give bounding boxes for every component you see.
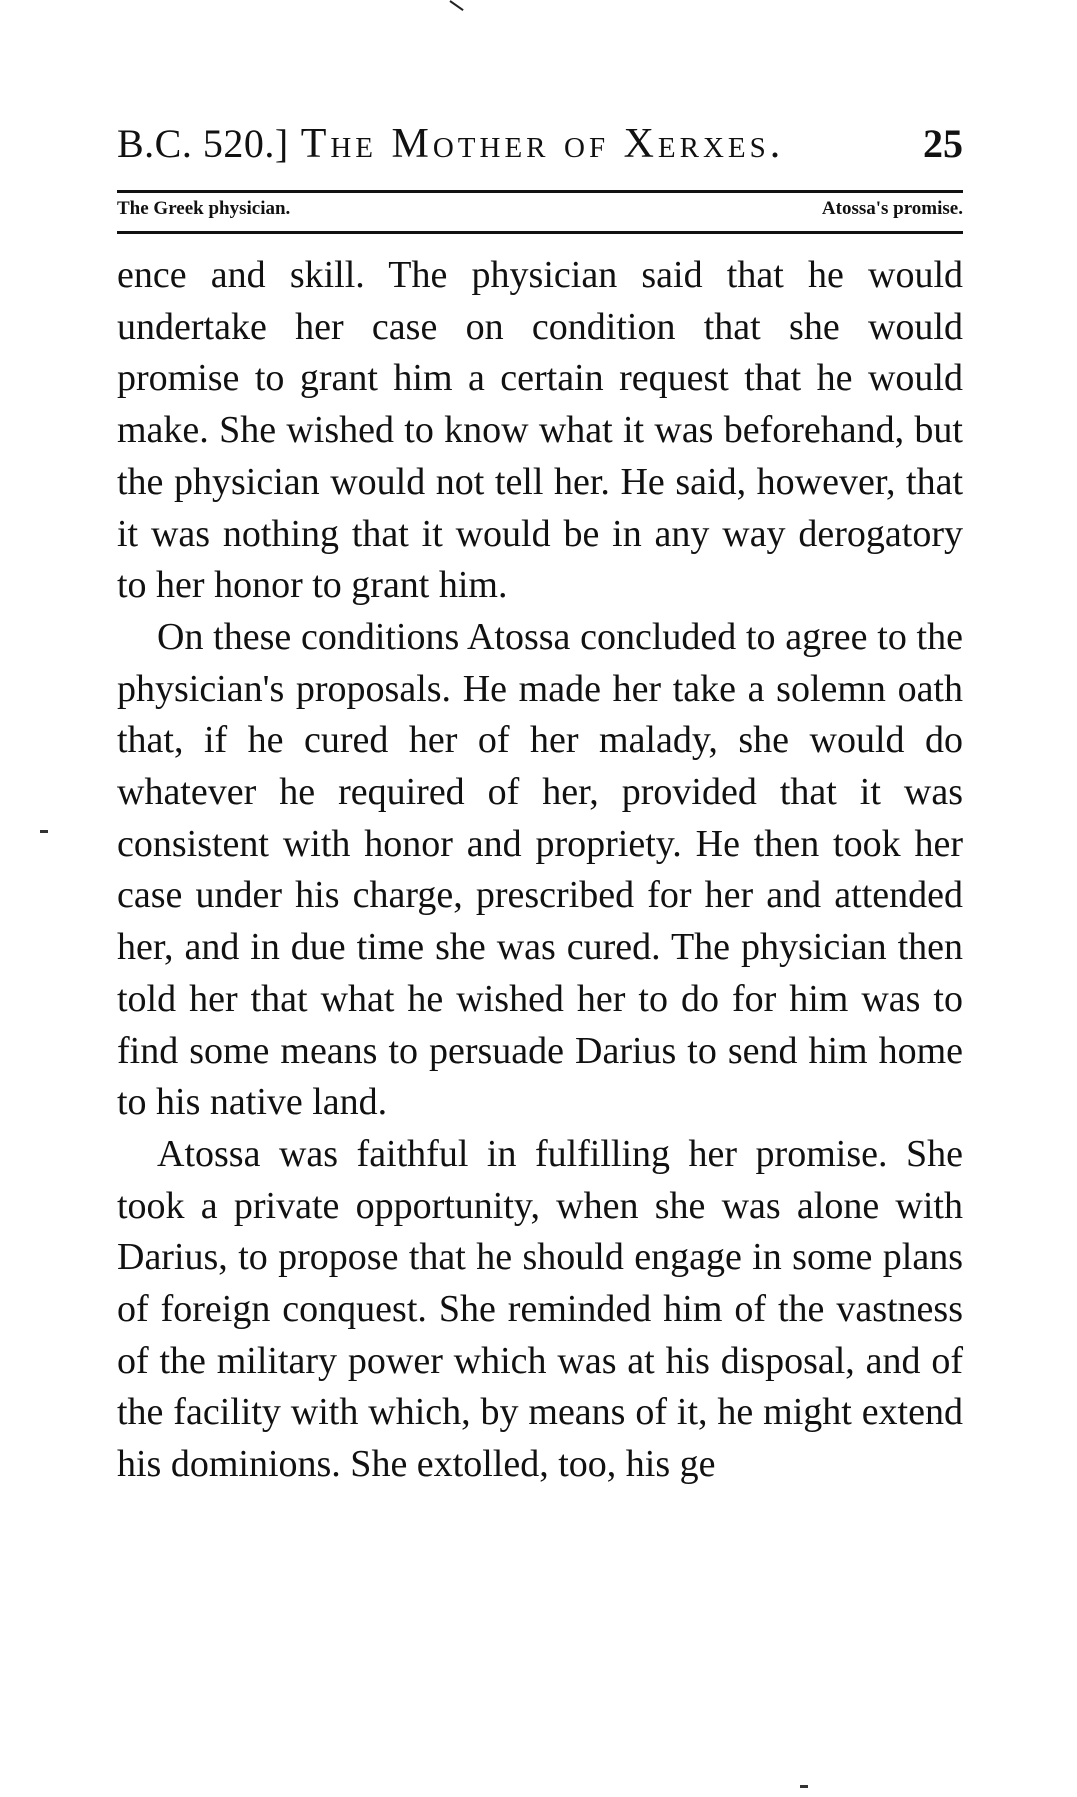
stray-mark bbox=[800, 1785, 808, 1788]
paragraph: ence and skill. The physician said that he would undertake her case on condition that she would promise to grant him a certain request that he would make. She wished to know what it was beforehand, but the physician would not tell her. He said, however, that it was nothing that it would be in any way derogatory to her honor to grant him. bbox=[117, 254, 963, 607]
header-rule-top bbox=[117, 190, 963, 193]
body-text bbox=[117, 250, 963, 1491]
page-number: 25 bbox=[923, 121, 963, 166]
book-page bbox=[117, 0, 963, 1797]
sidenote-left: The Greek physician. bbox=[117, 198, 291, 219]
sidenote-right: Atossa's promise. bbox=[821, 198, 963, 219]
paragraph: On these conditions Atossa concluded to agree to the physician's proposals. He made her take a solemn oath that, if he cured her of her malady, she would do whatever he required of her, provided that it was consistent with honor and propriety. He then took her case under his charge, prescribed for her and attended her, and in due time she was cured. The physician then told her that what he wished her to do for him was to find some means to persuade Darius to send him home to his native land. bbox=[117, 615, 963, 1124]
running-title: The Mother of Xerxes. bbox=[300, 121, 785, 167]
stray-mark bbox=[40, 830, 48, 833]
header-left bbox=[117, 120, 784, 168]
sidenote-bar bbox=[117, 198, 963, 228]
header-rule-bottom bbox=[117, 231, 963, 234]
page-header bbox=[117, 120, 963, 180]
header-date: B.C. 520.] bbox=[117, 121, 289, 166]
paragraph: Atossa was faithful in fulfilling her promise. She took a private opportunity, when she was alone with Darius, to propose that he should engage in some plans of foreign conquest. She reminded him of the vastness of the military power which was at his disposal, and of the facility with which, by means of it, he might extend his dominions. She extolled, too, his ge bbox=[117, 1132, 963, 1486]
